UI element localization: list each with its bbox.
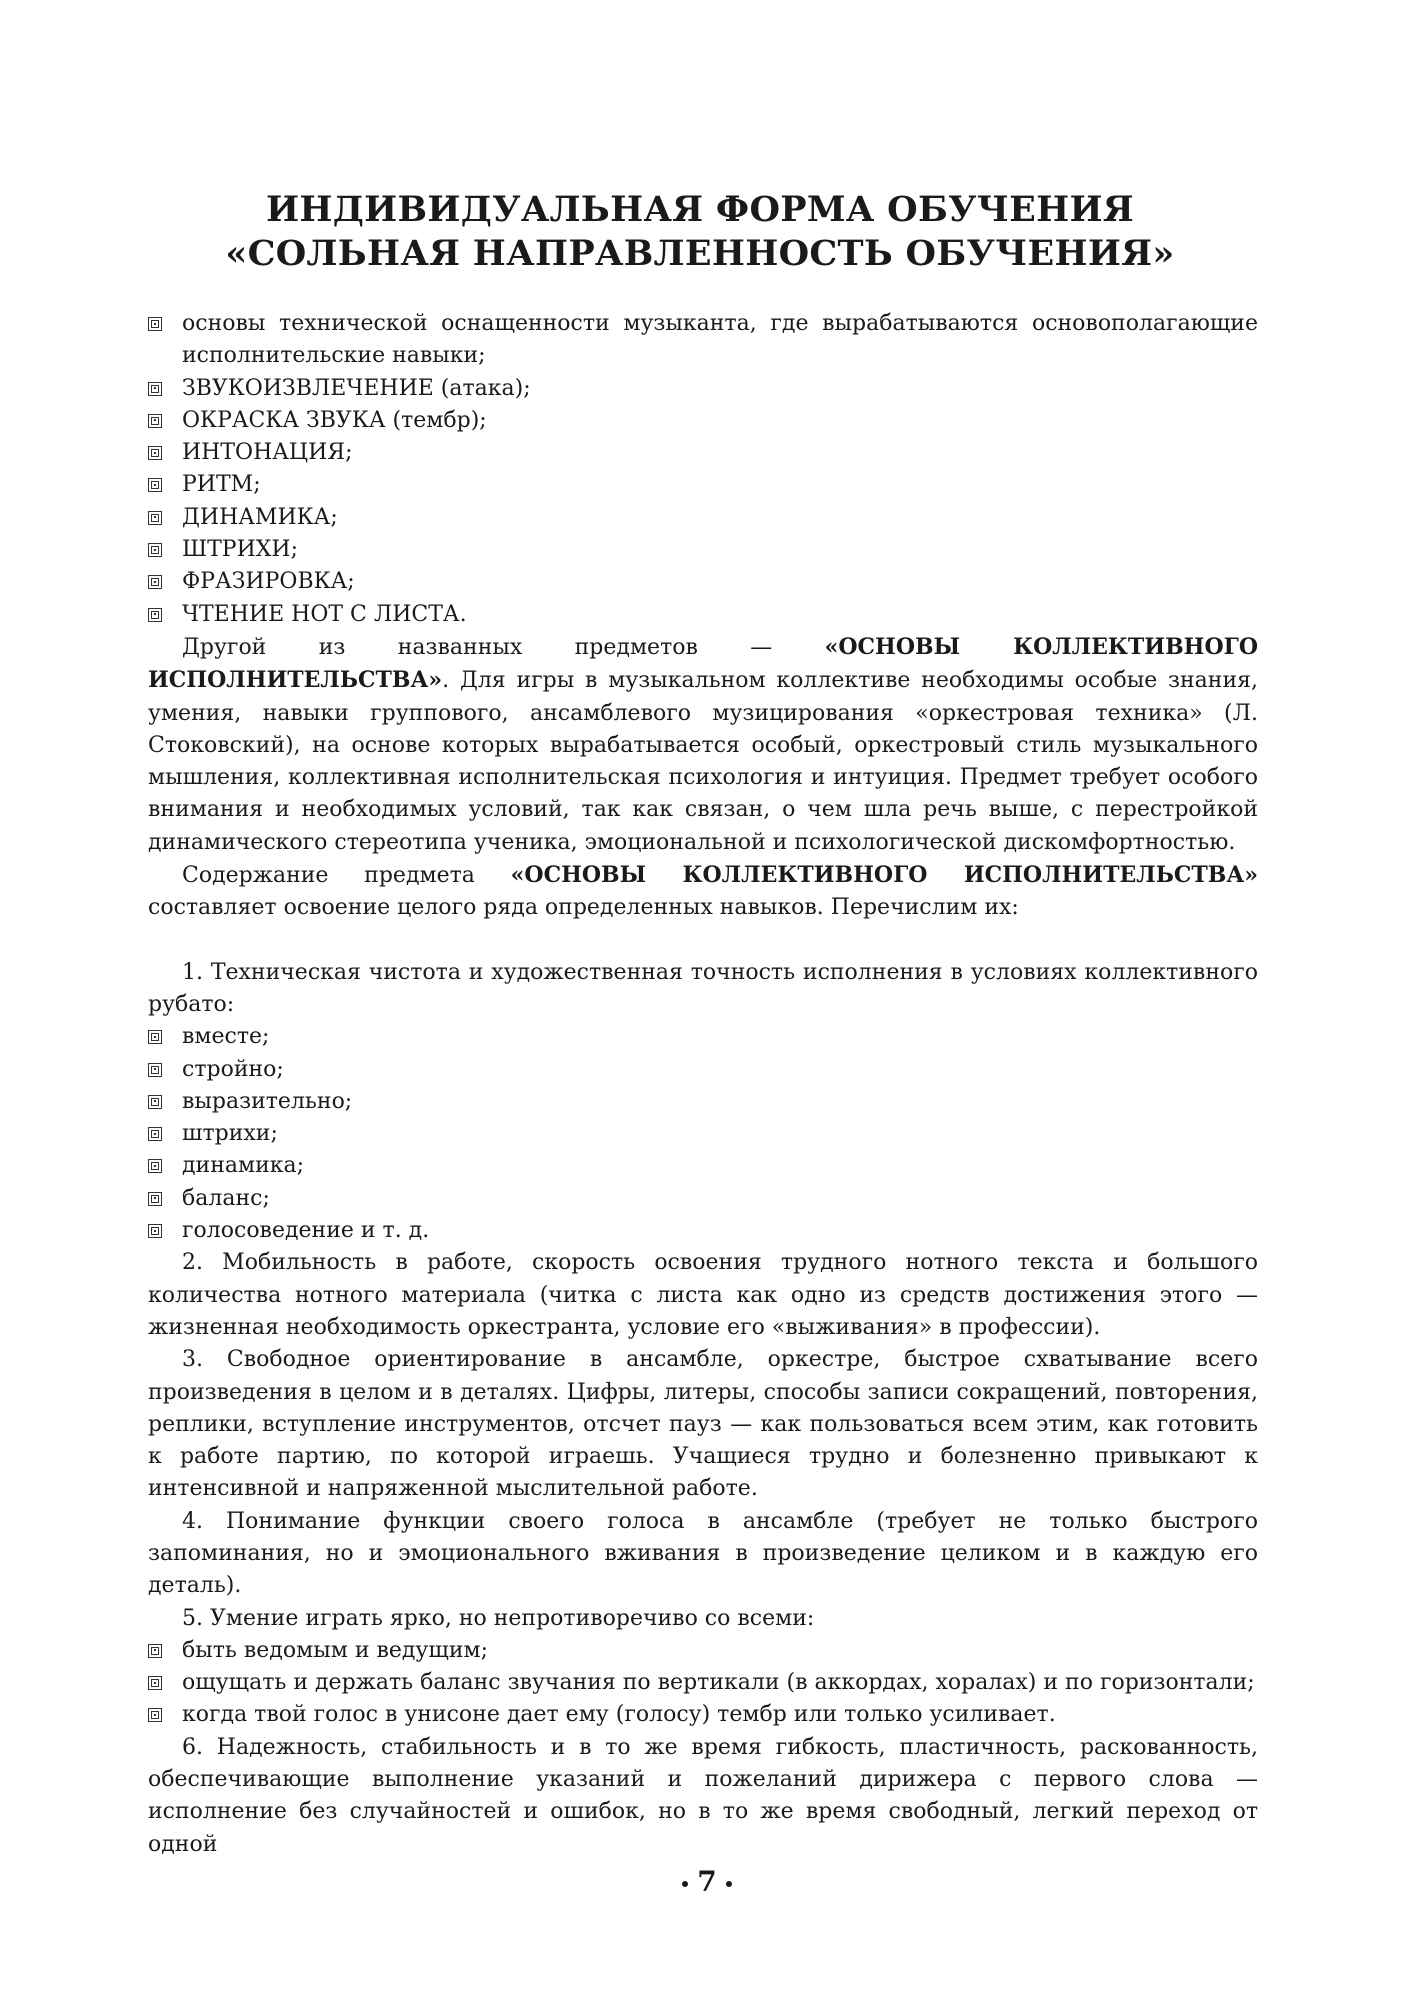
bullet-dot-icon [726, 1881, 732, 1887]
body-text [148, 308, 1258, 1861]
numbered-item-1: 1. Техническая чистота и художественная точность исполнения в условиях коллективного рубато: [148, 959, 1258, 1017]
chapter-heading [130, 188, 1270, 276]
square-bullet-icon [148, 1224, 162, 1238]
skills-list [148, 308, 1258, 631]
list-item: баланс; [148, 1183, 1258, 1215]
square-bullet-icon [148, 478, 162, 492]
square-bullet-icon [148, 446, 162, 460]
heading-line-1: ИНДИВИДУАЛЬНАЯ ФОРМА ОБУЧЕНИЯ [265, 189, 1135, 230]
list-item: ШТРИХИ; [148, 534, 1258, 566]
list-item: РИТМ; [148, 469, 1258, 501]
list-item: динамика; [148, 1150, 1258, 1182]
square-bullet-icon [148, 575, 162, 589]
square-bullet-icon [148, 608, 162, 622]
list-item: ЗВУКОИЗВЛЕЧЕНИЕ (атака); [148, 373, 1258, 405]
square-bullet-icon [148, 1676, 162, 1690]
paragraph-subject: Другой из названных предметов — «ОСНОВЫ КОЛЛЕКТИВНОГО ИСПОЛНИТЕЛЬСТВА». Для игры в музыкальном коллективе необходимы особые знания, умения, навыки группового, ансамблевого музицирования «оркестровая техника» (Л. Стоковский), на основе которых вырабатывается особый, оркестровый стиль музыкального мышления, коллективная исполнительская психология и интуиция. Предмет требует особого внимания и необходимых условий, так как связан, о чем шла речь выше, с перестройкой динамического стереотипа ученика, эмоциональной и психологической дискомфортностью. [148, 633, 1258, 855]
item1-list [148, 1021, 1258, 1247]
square-bullet-icon [148, 414, 162, 428]
list-item: быть ведомым и ведущим; [148, 1635, 1258, 1667]
square-bullet-icon [148, 511, 162, 525]
list-item: ОКРАСКА ЗВУКА (тембр); [148, 405, 1258, 437]
page-number-value: 7 [697, 1865, 717, 1898]
list-item: основы технической оснащенности музыканта, где вырабатываются основополагающие исполнительские навыки; [148, 308, 1258, 373]
bullet-dot-icon [682, 1881, 688, 1887]
heading-line-2: «СОЛЬНАЯ НАПРАВЛЕННОСТЬ ОБУЧЕНИЯ» [225, 233, 1175, 274]
square-bullet-icon [148, 1192, 162, 1206]
square-bullet-icon [148, 1644, 162, 1658]
list-item: голосоведение и т. д. [148, 1215, 1258, 1247]
page-number [0, 1865, 1414, 1898]
item5-list [148, 1635, 1258, 1732]
list-item: штрихи; [148, 1118, 1258, 1150]
square-bullet-icon [148, 543, 162, 557]
square-bullet-icon [148, 382, 162, 396]
numbered-item-6: 6. Надежность, стабильность и в то же время гибкость, пластичность, раскованность, обеспечивающие выполнение указаний и пожеланий дирижера с первого слова — исполнение без случайностей и ошибок, но в то же время свободный, легкий переход от одной [148, 1734, 1258, 1857]
numbered-item-2: 2. Мобильность в работе, скорость освоения трудного нотного текста и большого количества нотного материала (читка с листа как одно из средств достижения этого — жизненная необходимость оркестранта, условие его «выживания» в профессии). [148, 1250, 1258, 1340]
list-item: ощущать и держать баланс звучания по вертикали (в аккордах, хоралах) и по горизонтали; [148, 1667, 1258, 1699]
list-item: стройно; [148, 1054, 1258, 1086]
subject-name-bold: «ОСНОВЫ КОЛЛЕКТИВНОГО ИСПОЛНИТЕЛЬСТВА» [148, 633, 1258, 694]
list-item: вместе; [148, 1021, 1258, 1053]
square-bullet-icon [148, 1095, 162, 1109]
list-item: ИНТОНАЦИЯ; [148, 437, 1258, 469]
square-bullet-icon [148, 1159, 162, 1173]
numbered-item-4: 4. Понимание функции своего голоса в ансамбле (требует не только быстрого запоминания, но и эмоционального вживания в произведение целиком и в каждую его деталь). [148, 1508, 1258, 1599]
subject-name-bold: «ОСНОВЫ КОЛЛЕКТИВНОГО ИСПОЛНИТЕЛЬСТВА» [510, 862, 1258, 889]
list-item: когда твой голос в унисоне дает ему (голосу) тембр или только усиливает. [148, 1699, 1258, 1731]
numbered-item-5: 5. Умение играть ярко, но непротиворечиво со всеми: [182, 1605, 815, 1631]
list-item: выразительно; [148, 1086, 1258, 1118]
square-bullet-icon [148, 317, 162, 331]
list-item: ДИНАМИКА; [148, 502, 1258, 534]
paragraph-content: Содержание предмета «ОСНОВЫ КОЛЛЕКТИВНОГО ИСПОЛНИТЕЛЬСТВА» составляет освоение целого ряда определенных навыков. Перечислим их: [148, 862, 1258, 921]
list-item: ФРАЗИРОВКА; [148, 566, 1258, 598]
numbered-item-3: 3. Свободное ориентирование в ансамбле, оркестре, быстрое схватывание всего произведения в целом и в деталях. Цифры, литеры, способы записи сокращений, повторения, реплики, вступление инструментов, отсчет пауз — как пользоваться всем этим, как готовить к работе партию, по которой играешь. Учащиеся трудно и болезненно привыкают к интенсивной и напряженной мыслительной работе. [148, 1347, 1258, 1502]
square-bullet-icon [148, 1708, 162, 1722]
square-bullet-icon [148, 1063, 162, 1077]
square-bullet-icon [148, 1030, 162, 1044]
list-item: ЧТЕНИЕ НОТ С ЛИСТА. [148, 599, 1258, 631]
square-bullet-icon [148, 1127, 162, 1141]
